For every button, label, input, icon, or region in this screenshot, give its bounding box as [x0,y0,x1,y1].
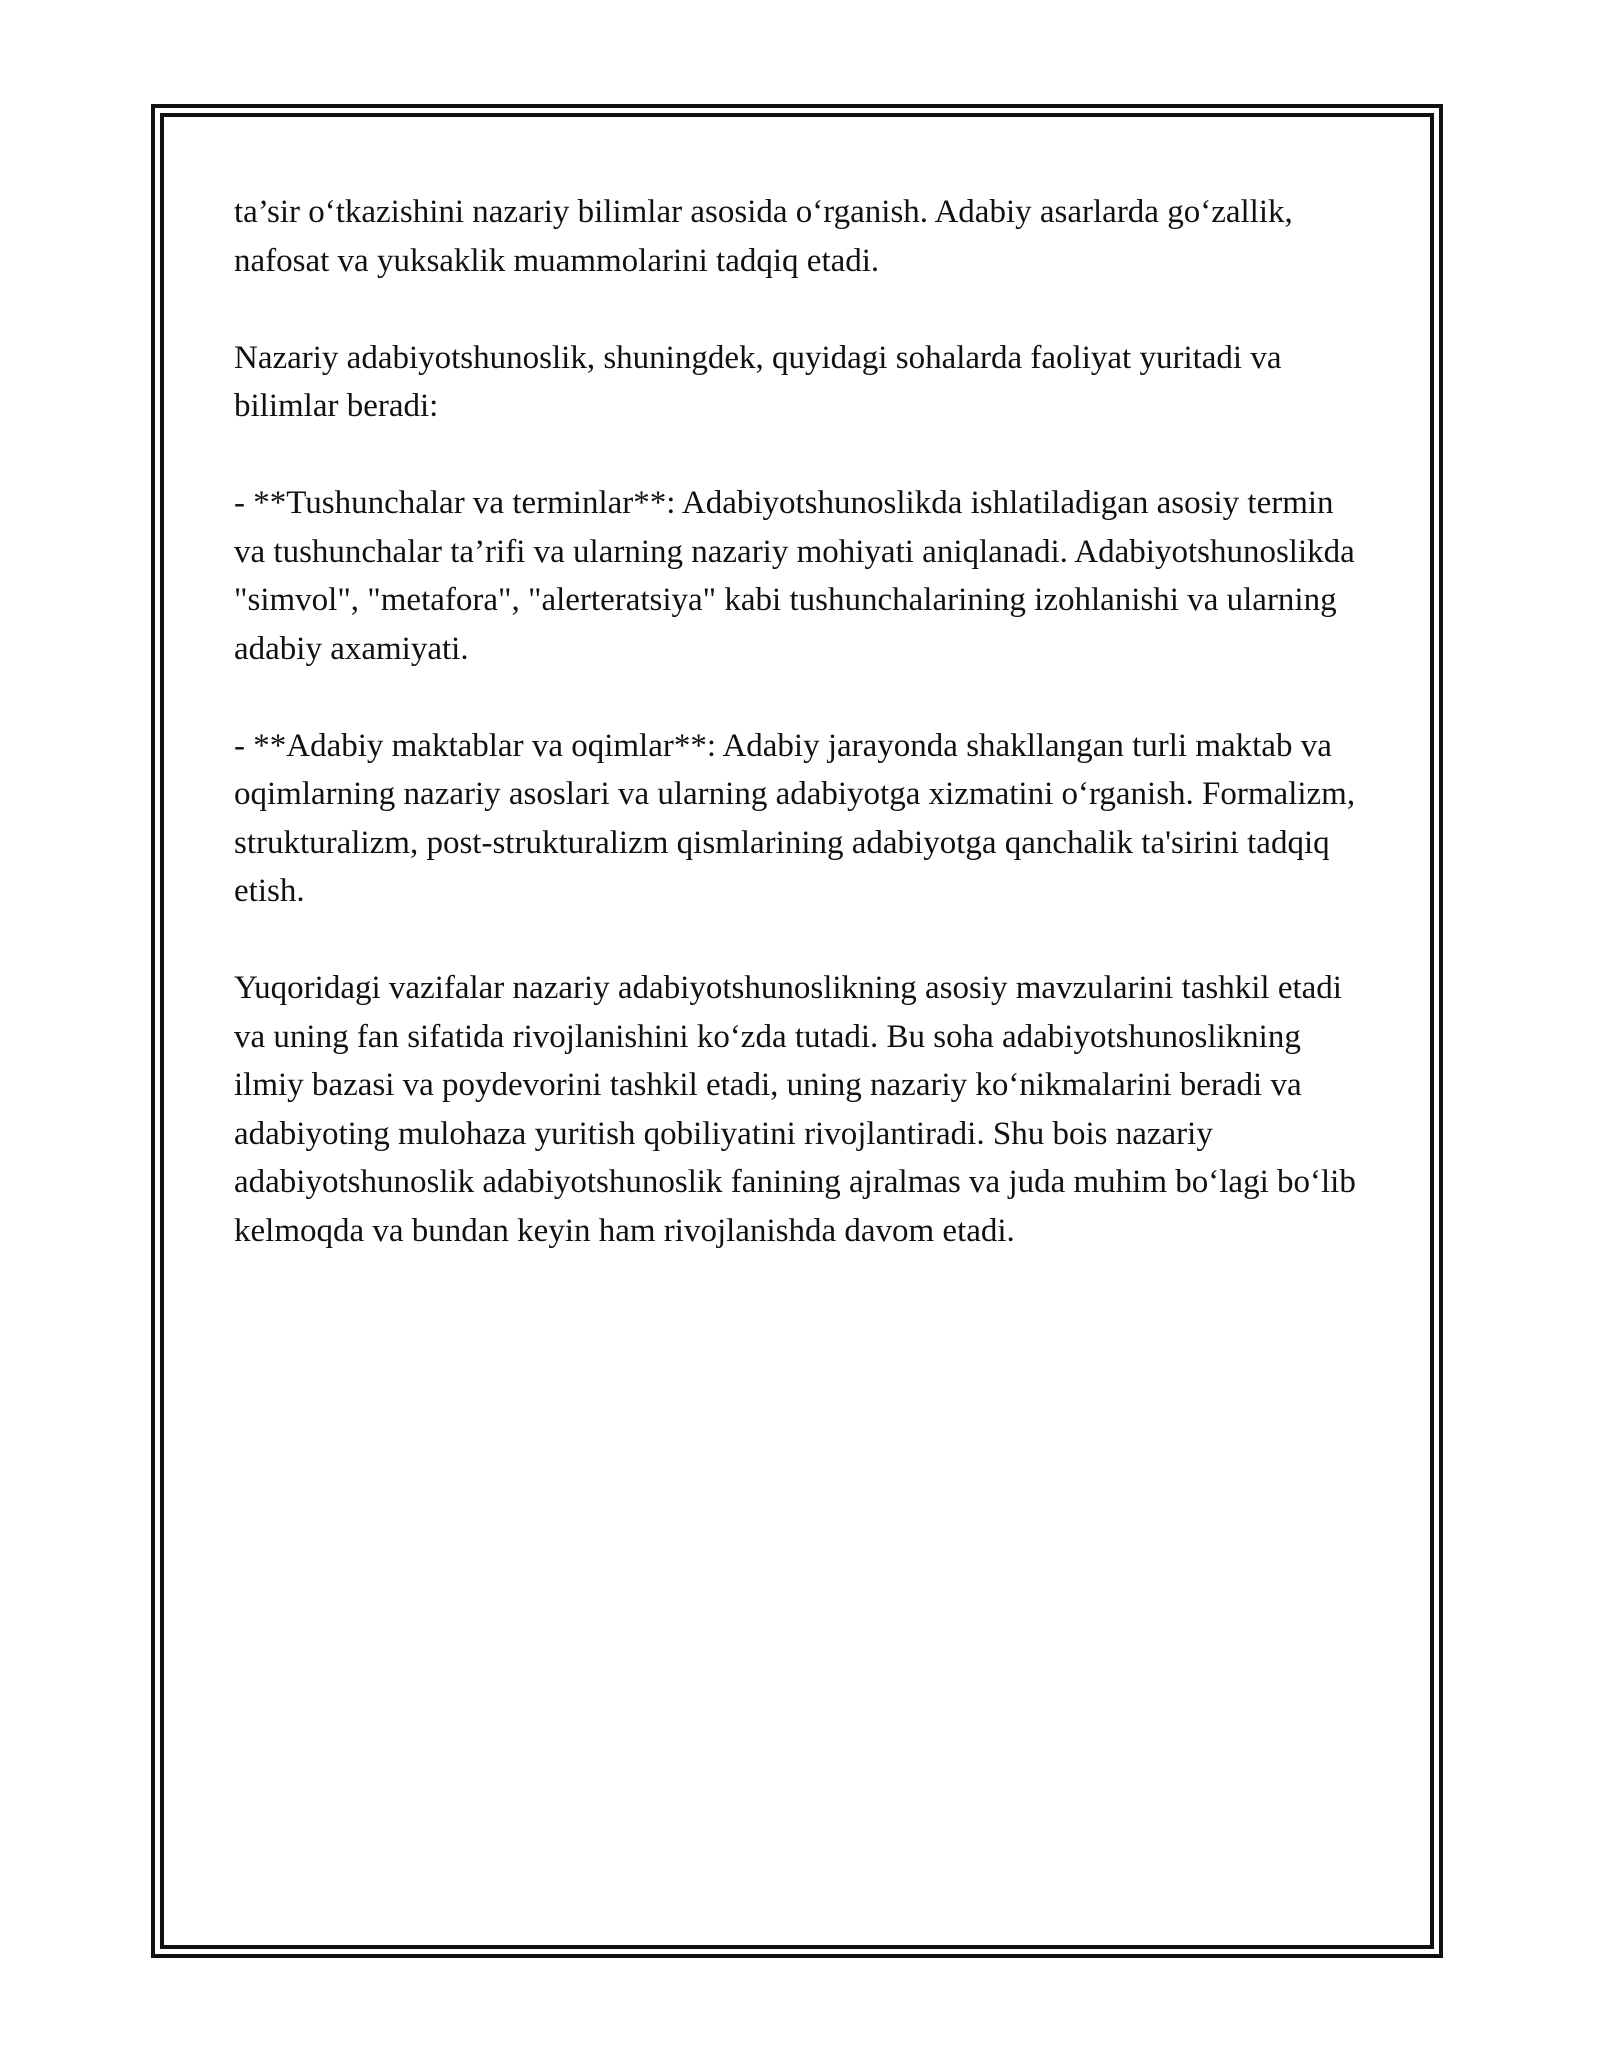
document-body [234,188,1364,1304]
list-item-schools: - **Adabiy maktablar va oqimlar**: Adabiy jarayonda shakllangan turli maktab va oqimlarning nazariy asoslari va ularning adabiyotga xizmatini o‘rganish. Formalizm, strukturalizm, post-strukturalizm qismlarining adabiyotga qanchalik ta'sirini tadqiq etish. [234,727,1356,909]
paragraph-conclusion: Yuqoridagi vazifalar nazariy adabiyotshunoslikning asosiy mavzularini tashkil etadi va uning fan sifatida rivojlanishini ko‘zda tutadi. Bu soha adabiyotshunoslikning ilmiy bazasi va poydevorini tashkil etadi, uning nazariy ko‘nikmalarini beradi va adabiyoting mulohaza yuritish qobiliyatini rivojlantiradi. Shu bois nazariy adabiyotshunoslik adabiyotshunoslik fanining ajralmas va juda muhim bo‘lagi bo‘lib kelmoqda va bundan keyin ham rivojlanishda davom etadi. [234,970,1356,1249]
paragraph-intro-list: Nazariy adabiyotshunoslik, shuningdek, quyidagi sohalarda faoliyat yuritadi va bilimlar beradi: [234,339,1282,424]
list-item-terms: - **Tushunchalar va terminlar**: Adabiyotshunoslikda ishlatiladigan asosiy termin va tushunchalar ta’rifi va ularning nazariy mohiyati aniqlanadi. Adabiyotshunoslikda "simvol", "metafora", "alerteratsiya" kabi tushunchalarining izohlanishi va ularning adabiy axamiyati. [234,485,1355,667]
paragraph-continuation: ta’sir o‘tkazishini nazariy bilimlar asosida o‘rganish. Adabiy asarlarda go‘zallik, nafosat va yuksaklik muammolarini tadqiq etadi. [234,194,1293,279]
